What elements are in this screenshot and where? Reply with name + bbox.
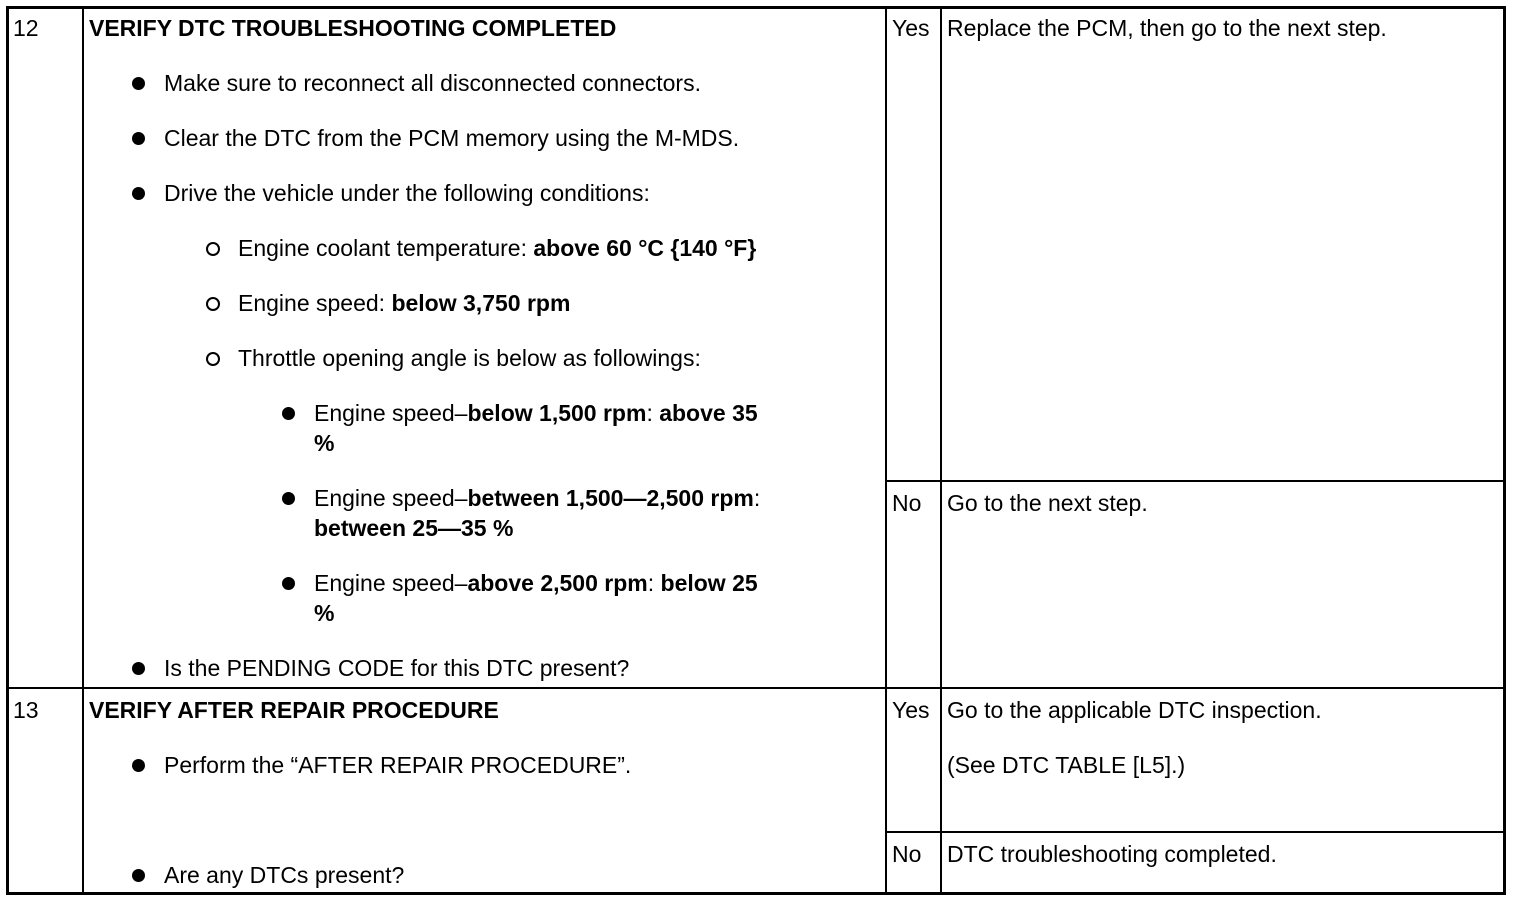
result-action: Go to the applicable DTC inspection. <box>947 697 1322 723</box>
throttle-condition <box>314 398 758 428</box>
throttle-prefix: Engine speed– <box>314 400 468 426</box>
step-number: 12 <box>13 15 39 41</box>
throttle-value-continued: % <box>314 430 335 456</box>
throttle-separator: : <box>646 400 660 426</box>
bullet-icon <box>132 77 145 90</box>
condition-item <box>238 288 570 318</box>
throttle-prefix: Engine speed– <box>314 485 468 511</box>
condition-item <box>238 343 701 373</box>
bullet-icon <box>282 407 295 420</box>
step-item: Make sure to reconnect all disconnected connectors. <box>164 70 701 96</box>
condition-value: above 60 °C {140 °F} <box>533 235 757 261</box>
column-divider-action <box>940 6 942 895</box>
step-number: 13 <box>13 697 39 723</box>
throttle-separator: : <box>647 570 661 596</box>
throttle-separator: : <box>753 485 761 511</box>
throttle-prefix: Engine speed– <box>314 570 468 596</box>
condition-label: Engine speed: <box>238 290 392 316</box>
result-action: Replace the PCM, then go to the next step. <box>947 15 1387 41</box>
result-action: DTC troubleshooting completed. <box>947 841 1277 867</box>
row-divider-step13-results <box>885 831 1506 833</box>
throttle-value: above 35 <box>659 400 758 426</box>
step-title: VERIFY AFTER REPAIR PROCEDURE <box>89 697 499 723</box>
circle-bullet-icon <box>206 352 220 366</box>
step-question: Is the PENDING CODE for this DTC present? <box>164 655 630 681</box>
bullet-icon <box>132 187 145 200</box>
condition-label: Throttle opening angle is below as followings: <box>238 345 701 371</box>
step-question: Are any DTCs present? <box>164 862 405 888</box>
step-item: Clear the DTC from the PCM memory using the M-MDS. <box>164 125 740 151</box>
throttle-condition <box>314 568 758 598</box>
throttle-range: above 2,500 rpm <box>467 570 648 596</box>
circle-bullet-icon <box>206 242 220 256</box>
throttle-range: below 1,500 rpm <box>467 400 647 426</box>
throttle-range: between 1,500—2,500 rpm <box>467 485 754 511</box>
bullet-icon <box>132 132 145 145</box>
result-answer: No <box>892 841 922 867</box>
condition-value: below 3,750 rpm <box>391 290 571 316</box>
result-answer: Yes <box>892 697 930 723</box>
result-action-reference: (See DTC TABLE [L5].) <box>947 752 1186 778</box>
row-divider-steps <box>6 687 1506 689</box>
throttle-value: below 25 <box>660 570 758 596</box>
circle-bullet-icon <box>206 297 220 311</box>
throttle-condition <box>314 483 760 513</box>
bullet-icon <box>282 492 295 505</box>
column-divider-answer <box>885 6 887 895</box>
throttle-value-continued: % <box>314 600 335 626</box>
result-answer: No <box>892 490 922 516</box>
bullet-icon <box>132 662 145 675</box>
step-item: Drive the vehicle under the following conditions: <box>164 180 650 206</box>
result-answer: Yes <box>892 15 930 41</box>
condition-label: Engine coolant temperature: <box>238 235 534 261</box>
column-divider-step <box>82 6 84 895</box>
step-title: VERIFY DTC TROUBLESHOOTING COMPLETED <box>89 15 617 41</box>
bullet-icon <box>132 759 145 772</box>
row-divider-step12-results <box>885 480 1506 482</box>
condition-item <box>238 233 756 263</box>
bullet-icon <box>282 577 295 590</box>
throttle-value-continued: between 25—35 % <box>314 515 514 541</box>
step-item: Perform the “AFTER REPAIR PROCEDURE”. <box>164 752 632 778</box>
result-action: Go to the next step. <box>947 490 1148 516</box>
bullet-icon <box>132 869 145 882</box>
